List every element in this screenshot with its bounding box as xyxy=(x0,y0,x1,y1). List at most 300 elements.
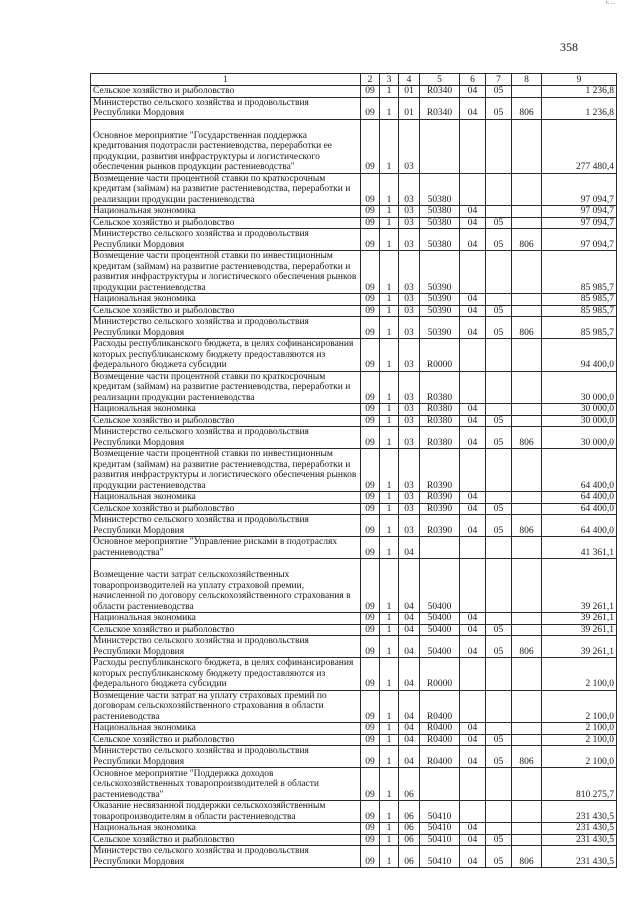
row-col2: 09 xyxy=(361,746,380,768)
row-col3: 1 xyxy=(380,317,399,339)
table-row xyxy=(91,834,617,846)
table-row xyxy=(91,613,617,625)
row-col7 xyxy=(486,801,512,823)
row-col8: 806 xyxy=(512,846,542,868)
row-col2: 09 xyxy=(361,613,380,625)
row-col2: 09 xyxy=(361,734,380,746)
table-row xyxy=(91,537,617,559)
row-col4: 04 xyxy=(399,624,420,636)
row-col7: 05 xyxy=(486,503,512,515)
row-col4: 03 xyxy=(399,217,420,229)
row-col7: 05 xyxy=(486,86,512,98)
row-col2: 09 xyxy=(361,119,380,173)
row-col8: 806 xyxy=(512,746,542,768)
row-col7: 05 xyxy=(486,217,512,229)
row-name: Министерство сельского хозяйства и продовольствия Республики Мордовия xyxy=(91,636,361,658)
row-amount: 2 100,0 xyxy=(542,690,617,723)
row-col5: R0340 xyxy=(420,86,460,98)
row-col2: 09 xyxy=(361,537,380,559)
row-amount: 97 094,7 xyxy=(542,173,617,206)
header-col2: 2 xyxy=(361,74,380,86)
row-col3: 1 xyxy=(380,97,399,119)
header-col7: 7 xyxy=(486,74,512,86)
row-name: Национальная экономика xyxy=(91,206,361,218)
table-row xyxy=(91,846,617,868)
row-name: Министерство сельского хозяйства и продовольствия Республики Мордовия xyxy=(91,427,361,449)
table-row xyxy=(91,559,617,613)
row-col3: 1 xyxy=(380,746,399,768)
row-col8 xyxy=(512,734,542,746)
row-col6: 04 xyxy=(460,217,486,229)
row-col7: 05 xyxy=(486,834,512,846)
row-col5: R0390 xyxy=(420,492,460,504)
row-col2: 09 xyxy=(361,305,380,317)
row-name: Основное мероприятие "Государственная поддержка кредитования подотрасли растениеводства, переработки ее продукции, развития инфраструктуры и логистического обеспечения рынков продукции растениеводства" xyxy=(91,119,361,173)
row-col5: 50380 xyxy=(420,206,460,218)
row-col2: 09 xyxy=(361,801,380,823)
row-col6: 04 xyxy=(460,229,486,251)
row-col8 xyxy=(512,251,542,294)
row-name: Основное мероприятие "Управление рисками в подотраслях растениеводства" xyxy=(91,537,361,559)
row-col8 xyxy=(512,339,542,372)
row-col7 xyxy=(486,723,512,735)
row-name: Национальная экономика xyxy=(91,723,361,735)
row-col4: 01 xyxy=(399,86,420,98)
row-amount: 1 236,8 xyxy=(542,86,617,98)
row-name: Возмещение части процентной ставки по краткосрочным кредитам (займам) на развитие растениеводства, переработки и реализации продукции растениеводства xyxy=(91,371,361,404)
row-col2: 09 xyxy=(361,206,380,218)
row-col2: 09 xyxy=(361,846,380,868)
row-name: Министерство сельского хозяйства и продовольствия Республики Мордовия xyxy=(91,515,361,537)
row-col5: 50390 xyxy=(420,251,460,294)
row-amount: 85 985,7 xyxy=(542,305,617,317)
row-col8: 806 xyxy=(512,515,542,537)
table-row xyxy=(91,746,617,768)
row-col3: 1 xyxy=(380,846,399,868)
row-col2: 09 xyxy=(361,624,380,636)
row-col5 xyxy=(420,119,460,173)
header-col4: 4 xyxy=(399,74,420,86)
row-col2: 09 xyxy=(361,503,380,515)
row-col4: 03 xyxy=(399,503,420,515)
row-col8 xyxy=(512,305,542,317)
row-col4: 03 xyxy=(399,404,420,416)
header-amount: 9 xyxy=(542,74,617,86)
row-col7 xyxy=(486,339,512,372)
row-col3: 1 xyxy=(380,624,399,636)
row-col4: 03 xyxy=(399,339,420,372)
row-col8 xyxy=(512,690,542,723)
row-col8 xyxy=(512,371,542,404)
row-col2: 09 xyxy=(361,492,380,504)
header-col8: 8 xyxy=(512,74,542,86)
row-col6: 04 xyxy=(460,97,486,119)
row-col5: R0000 xyxy=(420,658,460,691)
table-row xyxy=(91,449,617,492)
row-col5: 50380 xyxy=(420,173,460,206)
row-col3: 1 xyxy=(380,492,399,504)
row-amount: 2 100,0 xyxy=(542,723,617,735)
table-row xyxy=(91,768,617,801)
row-col3: 1 xyxy=(380,537,399,559)
row-col7: 05 xyxy=(486,427,512,449)
row-amount: 41 361,1 xyxy=(542,537,617,559)
row-col4: 03 xyxy=(399,229,420,251)
row-col4: 04 xyxy=(399,734,420,746)
row-col5: R0390 xyxy=(420,503,460,515)
row-col7: 05 xyxy=(486,846,512,868)
row-col4: 01 xyxy=(399,97,420,119)
row-col8 xyxy=(512,537,542,559)
row-col8 xyxy=(512,449,542,492)
row-col3: 1 xyxy=(380,415,399,427)
row-amount: 231 430,5 xyxy=(542,801,617,823)
row-amount: 2 100,0 xyxy=(542,658,617,691)
row-col6: 04 xyxy=(460,492,486,504)
row-amount: 231 430,5 xyxy=(542,823,617,835)
row-col7 xyxy=(486,251,512,294)
row-col6 xyxy=(460,690,486,723)
row-col7: 05 xyxy=(486,97,512,119)
row-col7 xyxy=(486,173,512,206)
table-row xyxy=(91,217,617,229)
row-col3: 1 xyxy=(380,206,399,218)
row-col4: 03 xyxy=(399,317,420,339)
row-col8 xyxy=(512,801,542,823)
row-col2: 09 xyxy=(361,515,380,537)
row-name: Возмещение части затрат сельскохозяйственных товаропроизводителей на уплату страховой премии, начисленной по договору сельскохозяйственного страхования в области растениеводства xyxy=(91,559,361,613)
row-amount: 85 985,7 xyxy=(542,317,617,339)
row-col6: 04 xyxy=(460,515,486,537)
row-col4: 03 xyxy=(399,449,420,492)
row-col2: 09 xyxy=(361,658,380,691)
row-col3: 1 xyxy=(380,636,399,658)
row-amount: 39 261,1 xyxy=(542,636,617,658)
table-row xyxy=(91,404,617,416)
row-col6: 04 xyxy=(460,636,486,658)
row-col2: 09 xyxy=(361,834,380,846)
row-amount: 810 275,7 xyxy=(542,768,617,801)
row-col6: 04 xyxy=(460,206,486,218)
row-col8 xyxy=(512,206,542,218)
row-col5: 50380 xyxy=(420,217,460,229)
row-col8 xyxy=(512,723,542,735)
row-col5: 50380 xyxy=(420,229,460,251)
row-col6 xyxy=(460,537,486,559)
row-name: Расходы республиканского бюджета, в целях софинансирования которых республиканскому бюджету предоставляются из федерального бюджета субсидии xyxy=(91,339,361,372)
row-col3: 1 xyxy=(380,734,399,746)
row-col3: 1 xyxy=(380,690,399,723)
row-name: Возмещение части процентной ставки по инвестиционным кредитам (займам) на развитие растениеводства, переработки и развития инфраструктуры и логистического обеспечения рынков продукции растениеводства xyxy=(91,251,361,294)
row-col2: 09 xyxy=(361,768,380,801)
row-col6: 04 xyxy=(460,86,486,98)
row-amount: 64 400,0 xyxy=(542,449,617,492)
table-row xyxy=(91,492,617,504)
row-name: Сельское хозяйство и рыболовство xyxy=(91,834,361,846)
row-col7: 05 xyxy=(486,229,512,251)
row-col8 xyxy=(512,658,542,691)
row-col6: 04 xyxy=(460,503,486,515)
row-col2: 09 xyxy=(361,317,380,339)
row-col6: 04 xyxy=(460,427,486,449)
table-row xyxy=(91,515,617,537)
row-name: Сельское хозяйство и рыболовство xyxy=(91,415,361,427)
table-row xyxy=(91,251,617,294)
row-col4: 06 xyxy=(399,834,420,846)
row-col2: 09 xyxy=(361,371,380,404)
row-col6: 04 xyxy=(460,415,486,427)
row-col6 xyxy=(460,173,486,206)
row-amount: 277 480,4 xyxy=(542,119,617,173)
row-col2: 09 xyxy=(361,173,380,206)
row-col4: 04 xyxy=(399,690,420,723)
row-col6 xyxy=(460,801,486,823)
row-name: Национальная экономика xyxy=(91,823,361,835)
table-body xyxy=(91,86,617,868)
row-col5: R0390 xyxy=(420,449,460,492)
row-amount: 39 261,1 xyxy=(542,559,617,613)
budget-table xyxy=(90,73,617,868)
row-amount: 64 400,0 xyxy=(542,515,617,537)
row-col4: 04 xyxy=(399,559,420,613)
row-col5: R0400 xyxy=(420,723,460,735)
row-col6 xyxy=(460,251,486,294)
table-row xyxy=(91,371,617,404)
table-row xyxy=(91,97,617,119)
row-col8 xyxy=(512,294,542,306)
row-col6: 04 xyxy=(460,624,486,636)
row-col5: 50400 xyxy=(420,559,460,613)
row-col8: 806 xyxy=(512,229,542,251)
row-col2: 09 xyxy=(361,427,380,449)
row-col8 xyxy=(512,613,542,625)
row-col3: 1 xyxy=(380,404,399,416)
row-col5: 50400 xyxy=(420,624,460,636)
page-number: 358 xyxy=(560,40,578,54)
row-col4: 06 xyxy=(399,846,420,868)
row-amount: 64 400,0 xyxy=(542,503,617,515)
row-col5: 50400 xyxy=(420,636,460,658)
table-row xyxy=(91,339,617,372)
row-col7 xyxy=(486,613,512,625)
row-col2: 09 xyxy=(361,559,380,613)
table-row xyxy=(91,723,617,735)
row-name: Оказание несвязанной поддержки сельскохозяйственным товаропроизводителям в области растениеводства xyxy=(91,801,361,823)
row-col7: 05 xyxy=(486,515,512,537)
row-name: Возмещение части процентной ставки по краткосрочным кредитам (займам) на развитие растениеводства, переработки и реализации продукции растениеводства xyxy=(91,173,361,206)
row-col7 xyxy=(486,559,512,613)
row-col4: 04 xyxy=(399,613,420,625)
row-col2: 09 xyxy=(361,404,380,416)
row-col4: 03 xyxy=(399,492,420,504)
row-col3: 1 xyxy=(380,86,399,98)
row-col6: 04 xyxy=(460,846,486,868)
row-col4: 03 xyxy=(399,294,420,306)
row-col2: 09 xyxy=(361,294,380,306)
row-amount: 1 236,8 xyxy=(542,97,617,119)
row-col6 xyxy=(460,768,486,801)
table-header-row xyxy=(91,74,617,86)
row-col4: 03 xyxy=(399,251,420,294)
table-row xyxy=(91,206,617,218)
row-col5: R0390 xyxy=(420,515,460,537)
row-name: Сельское хозяйство и рыболовство xyxy=(91,624,361,636)
row-col5: 50410 xyxy=(420,801,460,823)
row-col2: 09 xyxy=(361,86,380,98)
row-col2: 09 xyxy=(361,449,380,492)
row-col3: 1 xyxy=(380,251,399,294)
row-name: Министерство сельского хозяйства и продовольствия Республики Мордовия xyxy=(91,97,361,119)
row-amount: 97 094,7 xyxy=(542,229,617,251)
row-amount: 30 000,0 xyxy=(542,415,617,427)
row-col4: 06 xyxy=(399,801,420,823)
row-amount: 64 400,0 xyxy=(542,492,617,504)
row-col3: 1 xyxy=(380,503,399,515)
row-col2: 09 xyxy=(361,823,380,835)
row-col6 xyxy=(460,449,486,492)
row-col8: 806 xyxy=(512,97,542,119)
row-col3: 1 xyxy=(380,119,399,173)
row-col3: 1 xyxy=(380,801,399,823)
table-row xyxy=(91,229,617,251)
row-col3: 1 xyxy=(380,658,399,691)
row-col6 xyxy=(460,371,486,404)
row-col2: 09 xyxy=(361,415,380,427)
row-col3: 1 xyxy=(380,294,399,306)
row-name: Национальная экономика xyxy=(91,492,361,504)
row-amount: 97 094,7 xyxy=(542,206,617,218)
row-col8 xyxy=(512,834,542,846)
table-row xyxy=(91,173,617,206)
row-name: Сельское хозяйство и рыболовство xyxy=(91,503,361,515)
row-col6: 04 xyxy=(460,834,486,846)
row-col3: 1 xyxy=(380,515,399,537)
row-col6: 04 xyxy=(460,723,486,735)
row-col7: 05 xyxy=(486,317,512,339)
row-col6 xyxy=(460,658,486,691)
row-col8 xyxy=(512,823,542,835)
table-row xyxy=(91,658,617,691)
row-col3: 1 xyxy=(380,613,399,625)
row-col4: 03 xyxy=(399,206,420,218)
row-col3: 1 xyxy=(380,217,399,229)
row-col7 xyxy=(486,537,512,559)
row-col8 xyxy=(512,217,542,229)
row-col6: 04 xyxy=(460,305,486,317)
table-row xyxy=(91,823,617,835)
row-col8 xyxy=(512,404,542,416)
row-col5: 50410 xyxy=(420,834,460,846)
row-amount: 2 100,0 xyxy=(542,734,617,746)
row-name: Сельское хозяйство и рыболовство xyxy=(91,217,361,229)
row-col3: 1 xyxy=(380,339,399,372)
row-col5: R0380 xyxy=(420,415,460,427)
row-col7 xyxy=(486,404,512,416)
row-amount: 30 000,0 xyxy=(542,404,617,416)
row-col7: 05 xyxy=(486,636,512,658)
row-col7: 05 xyxy=(486,415,512,427)
row-col8 xyxy=(512,415,542,427)
row-col4: 04 xyxy=(399,658,420,691)
row-col4: 03 xyxy=(399,371,420,404)
row-col6: 04 xyxy=(460,613,486,625)
row-name: Национальная экономика xyxy=(91,294,361,306)
row-col7: 05 xyxy=(486,624,512,636)
row-col8 xyxy=(512,119,542,173)
row-col4: 03 xyxy=(399,515,420,537)
row-col4: 03 xyxy=(399,173,420,206)
table-row xyxy=(91,503,617,515)
row-col5: R0000 xyxy=(420,339,460,372)
row-col7: 05 xyxy=(486,305,512,317)
row-col8 xyxy=(512,768,542,801)
row-name: Национальная экономика xyxy=(91,613,361,625)
row-col3: 1 xyxy=(380,305,399,317)
row-amount: 231 430,5 xyxy=(542,834,617,846)
row-col8 xyxy=(512,173,542,206)
row-col5: R0400 xyxy=(420,746,460,768)
row-col6: 04 xyxy=(460,746,486,768)
header-col6: 6 xyxy=(460,74,486,86)
row-col4: 03 xyxy=(399,415,420,427)
row-col7 xyxy=(486,119,512,173)
header-name: 1 xyxy=(91,74,361,86)
row-col8: 806 xyxy=(512,317,542,339)
row-col5: R0340 xyxy=(420,97,460,119)
row-col2: 09 xyxy=(361,251,380,294)
row-name: Возмещение части затрат на уплату страховых премий по договорам сельскохозяйственного страхования в области растениеводства xyxy=(91,690,361,723)
row-name: Сельское хозяйство и рыболовство xyxy=(91,305,361,317)
row-col7 xyxy=(486,294,512,306)
row-col6 xyxy=(460,339,486,372)
row-col6 xyxy=(460,559,486,613)
row-col6: 04 xyxy=(460,404,486,416)
table-row xyxy=(91,624,617,636)
row-amount: 39 261,1 xyxy=(542,613,617,625)
row-col3: 1 xyxy=(380,823,399,835)
row-col8: 806 xyxy=(512,427,542,449)
row-col7: 05 xyxy=(486,746,512,768)
row-amount: 94 400,0 xyxy=(542,339,617,372)
row-col4: 06 xyxy=(399,768,420,801)
row-col7 xyxy=(486,371,512,404)
row-col8 xyxy=(512,86,542,98)
row-name: Основное мероприятие "Поддержка доходов сельскохозяйственных товаропроизводителей в области растениеводства" xyxy=(91,768,361,801)
row-col5: 50410 xyxy=(420,846,460,868)
header-col3: 3 xyxy=(380,74,399,86)
row-col4: 04 xyxy=(399,636,420,658)
row-col4: 06 xyxy=(399,823,420,835)
row-col5: 50390 xyxy=(420,305,460,317)
row-col4: 04 xyxy=(399,746,420,768)
row-amount: 85 985,7 xyxy=(542,251,617,294)
table-row xyxy=(91,734,617,746)
row-col5: 50410 xyxy=(420,823,460,835)
table-row xyxy=(91,427,617,449)
row-col3: 1 xyxy=(380,427,399,449)
row-col2: 09 xyxy=(361,229,380,251)
row-col7 xyxy=(486,823,512,835)
table-row xyxy=(91,415,617,427)
header-col5: 5 xyxy=(420,74,460,86)
row-col5: R0400 xyxy=(420,734,460,746)
table-row xyxy=(91,801,617,823)
row-col7 xyxy=(486,449,512,492)
row-amount: 39 261,1 xyxy=(542,624,617,636)
table-row xyxy=(91,636,617,658)
row-col5: R0380 xyxy=(420,427,460,449)
row-col3: 1 xyxy=(380,723,399,735)
